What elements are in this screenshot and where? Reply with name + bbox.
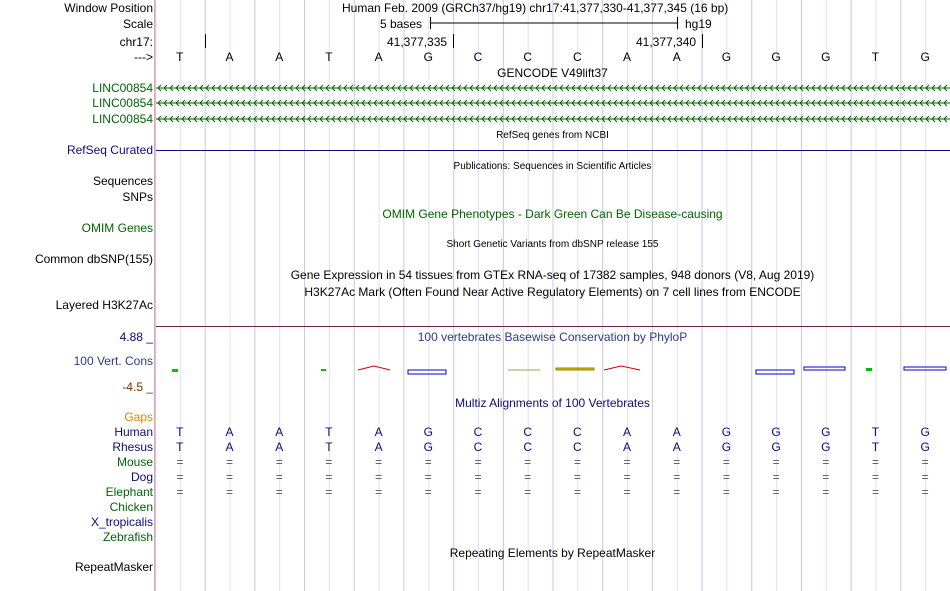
alignment-base: = bbox=[772, 485, 780, 499]
alignment-base: = bbox=[424, 470, 432, 484]
alignment-base: A bbox=[225, 440, 234, 454]
gtex-track-title[interactable]: Gene Expression in 54 tissues from GTEx RNA-seq of 17382 samples, 948 donors (V8, Aug 2019) bbox=[290, 268, 815, 282]
alignment-base: = bbox=[772, 470, 780, 484]
conservation-label[interactable]: 100 Vert. Cons bbox=[73, 354, 153, 368]
gencode-track-title[interactable]: GENCODE V49lift37 bbox=[497, 66, 608, 80]
publications-track-title[interactable]: Publications: Sequences in Scientific Articles bbox=[453, 161, 652, 172]
alignment-base: G bbox=[771, 440, 781, 454]
sequences-label[interactable]: Sequences bbox=[92, 174, 153, 188]
base-letter: A bbox=[672, 50, 681, 64]
alignment-base: C bbox=[523, 425, 532, 439]
species-label[interactable]: X_tropicalis bbox=[90, 515, 153, 529]
alignment-base: G bbox=[721, 440, 732, 454]
omim-genes-label[interactable]: OMIM Genes bbox=[81, 221, 153, 235]
position-tick-1: 41,377,335 bbox=[387, 35, 448, 49]
alignment-base: G bbox=[920, 425, 930, 439]
alignment-base: = bbox=[573, 470, 581, 484]
refseq-curated-label[interactable]: RefSeq Curated bbox=[66, 143, 153, 157]
alignment-base: = bbox=[573, 455, 581, 469]
alignment-base: = bbox=[325, 470, 333, 484]
species-label[interactable]: Chicken bbox=[109, 500, 153, 514]
alignment-base: = bbox=[226, 485, 234, 499]
alignment-base: A bbox=[374, 425, 383, 439]
alignment-base: G bbox=[721, 425, 732, 439]
alignment-base: = bbox=[424, 485, 432, 499]
alignment-base: = bbox=[375, 455, 383, 469]
alignment-base: = bbox=[176, 455, 184, 469]
refseq-track-title[interactable]: RefSeq genes from NCBI bbox=[496, 130, 609, 141]
alignment-base: A bbox=[275, 440, 284, 454]
alignment-base: = bbox=[325, 455, 333, 469]
conservation-mark bbox=[358, 366, 390, 370]
alignment-base: = bbox=[275, 485, 283, 499]
scale-text: 5 bases bbox=[380, 17, 423, 31]
alignment-base: = bbox=[524, 470, 532, 484]
alignment-base: T bbox=[325, 440, 333, 454]
conservation-mark bbox=[904, 367, 946, 370]
conservation-track-title[interactable]: 100 vertebrates Basewise Conservation by PhyloP bbox=[417, 330, 688, 344]
alignment-base: = bbox=[524, 485, 532, 499]
alignment-base: = bbox=[822, 455, 830, 469]
alignment-base: = bbox=[822, 485, 830, 499]
conservation-mark bbox=[556, 368, 594, 370]
species-label[interactable]: Dog bbox=[130, 470, 153, 484]
base-letter: C bbox=[573, 50, 582, 64]
alignment-base: = bbox=[474, 455, 482, 469]
gencode-gene-label[interactable]: LINC00854 bbox=[92, 96, 153, 110]
scale-label: Scale bbox=[122, 17, 153, 31]
layered-h3k27ac-label[interactable]: Layered H3K27Ac bbox=[55, 298, 153, 312]
base-letter: G bbox=[821, 50, 831, 64]
alignment-base: = bbox=[871, 485, 879, 499]
base-letter: G bbox=[721, 50, 732, 64]
alignment-base: = bbox=[623, 485, 631, 499]
conservation-min-value: -4.5 _ bbox=[122, 380, 153, 394]
gencode-gene-label[interactable]: LINC00854 bbox=[92, 81, 153, 95]
alignment-base: T bbox=[871, 440, 880, 454]
alignment-base: G bbox=[423, 425, 433, 439]
species-label[interactable]: Zebrafish bbox=[102, 530, 153, 544]
species-label[interactable]: Human bbox=[114, 425, 153, 439]
alignment-base: = bbox=[474, 470, 482, 484]
alignment-base: = bbox=[871, 470, 879, 484]
chrom-label: chr17: bbox=[119, 35, 153, 49]
alignment-base: = bbox=[226, 470, 234, 484]
base-letter: G bbox=[423, 50, 433, 64]
alignment-base: G bbox=[920, 440, 930, 454]
alignment-base: A bbox=[374, 440, 383, 454]
base-letter: T bbox=[176, 50, 184, 64]
alignment-base: = bbox=[524, 455, 532, 469]
strand-label: ---> bbox=[134, 50, 153, 64]
alignment-base: = bbox=[921, 485, 929, 499]
window-position-text: Human Feb. 2009 (GRCh37/hg19) chr17:41,377,330-41,377,345 (16 bp) bbox=[342, 1, 729, 15]
alignment-base: = bbox=[573, 485, 581, 499]
base-letter: G bbox=[920, 50, 930, 64]
conservation-mark bbox=[408, 370, 446, 374]
alignment-base: = bbox=[275, 470, 283, 484]
alignment-base: = bbox=[623, 455, 631, 469]
alignment-base: T bbox=[176, 425, 184, 439]
conservation-mark bbox=[866, 368, 872, 371]
conservation-mark bbox=[756, 370, 794, 374]
multiz-track-title[interactable]: Multiz Alignments of 100 Vertebrates bbox=[455, 396, 650, 410]
alignment-base: G bbox=[771, 425, 781, 439]
assembly-text: hg19 bbox=[685, 17, 712, 31]
alignment-base: G bbox=[821, 425, 831, 439]
alignment-base: T bbox=[176, 440, 184, 454]
alignment-base: G bbox=[821, 440, 831, 454]
base-letter: A bbox=[275, 50, 284, 64]
conservation-mark bbox=[321, 369, 326, 371]
alignment-base: = bbox=[176, 470, 184, 484]
species-label[interactable]: Rhesus bbox=[112, 440, 153, 454]
alignment-base: = bbox=[673, 455, 681, 469]
alignment-base: = bbox=[673, 485, 681, 499]
alignment-base: = bbox=[722, 455, 730, 469]
base-letter: G bbox=[771, 50, 781, 64]
base-letter: A bbox=[225, 50, 234, 64]
alignment-base: C bbox=[573, 440, 582, 454]
alignment-base: = bbox=[921, 455, 929, 469]
alignment-base: = bbox=[673, 470, 681, 484]
alignment-base: = bbox=[474, 485, 482, 499]
conservation-max-value: 4.88 _ bbox=[119, 330, 153, 344]
alignment-base: A bbox=[275, 425, 284, 439]
alignment-base: A bbox=[672, 440, 681, 454]
snps-label[interactable]: SNPs bbox=[122, 190, 153, 204]
alignment-base: A bbox=[623, 425, 632, 439]
base-letter: A bbox=[374, 50, 383, 64]
alignment-base: A bbox=[672, 425, 681, 439]
alignment-base: = bbox=[772, 455, 780, 469]
repeatmasker-track-title[interactable]: Repeating Elements by RepeatMasker bbox=[449, 546, 656, 560]
base-letter: C bbox=[473, 50, 483, 64]
alignment-base: = bbox=[822, 470, 830, 484]
alignment-base: G bbox=[423, 440, 433, 454]
alignment-base: C bbox=[523, 440, 532, 454]
alignment-base: = bbox=[722, 485, 730, 499]
base-letter: T bbox=[871, 50, 880, 64]
alignment-base: = bbox=[623, 470, 631, 484]
alignment-base: = bbox=[375, 485, 383, 499]
species-label[interactable]: Elephant bbox=[105, 485, 153, 499]
alignment-base: = bbox=[871, 455, 879, 469]
alignment-base: = bbox=[722, 470, 730, 484]
alignment-base: = bbox=[325, 485, 333, 499]
common-dbsnp-label[interactable]: Common dbSNP(155) bbox=[34, 252, 153, 266]
h3k27ac-track-title[interactable]: H3K27Ac Mark (Often Found Near Active Regulatory Elements) on 7 cell lines from ENCODE bbox=[304, 285, 801, 299]
window-position-label: Window Position bbox=[64, 1, 153, 15]
species-label[interactable]: Mouse bbox=[116, 455, 153, 469]
conservation-mark bbox=[804, 367, 845, 370]
conservation-mark bbox=[172, 369, 178, 372]
dbsnp-track-title[interactable]: Short Genetic Variants from dbSNP release 155 bbox=[446, 239, 659, 250]
conservation-mark bbox=[604, 366, 640, 370]
alignment-base: = bbox=[424, 455, 432, 469]
alignment-base: A bbox=[225, 425, 234, 439]
repeatmasker-label[interactable]: RepeatMasker bbox=[74, 560, 153, 574]
gaps-label[interactable]: Gaps bbox=[124, 410, 153, 424]
alignment-base: T bbox=[325, 425, 333, 439]
base-letter: A bbox=[623, 50, 632, 64]
alignment-base: C bbox=[473, 425, 483, 439]
alignment-base: = bbox=[176, 485, 184, 499]
omim-track-title[interactable]: OMIM Gene Phenotypes - Dark Green Can Be Disease-causing bbox=[382, 207, 723, 221]
alignment-base: = bbox=[921, 470, 929, 484]
alignment-base: T bbox=[871, 425, 880, 439]
position-tick-2: 41,377,340 bbox=[636, 35, 697, 49]
alignment-base: = bbox=[375, 470, 383, 484]
base-letter: C bbox=[523, 50, 532, 64]
alignment-base: = bbox=[275, 455, 283, 469]
base-letter: T bbox=[325, 50, 333, 64]
alignment-base: A bbox=[623, 440, 632, 454]
alignment-base: = bbox=[226, 455, 234, 469]
alignment-base: C bbox=[573, 425, 582, 439]
gencode-gene-label[interactable]: LINC00854 bbox=[92, 112, 153, 126]
alignment-base: C bbox=[473, 440, 483, 454]
